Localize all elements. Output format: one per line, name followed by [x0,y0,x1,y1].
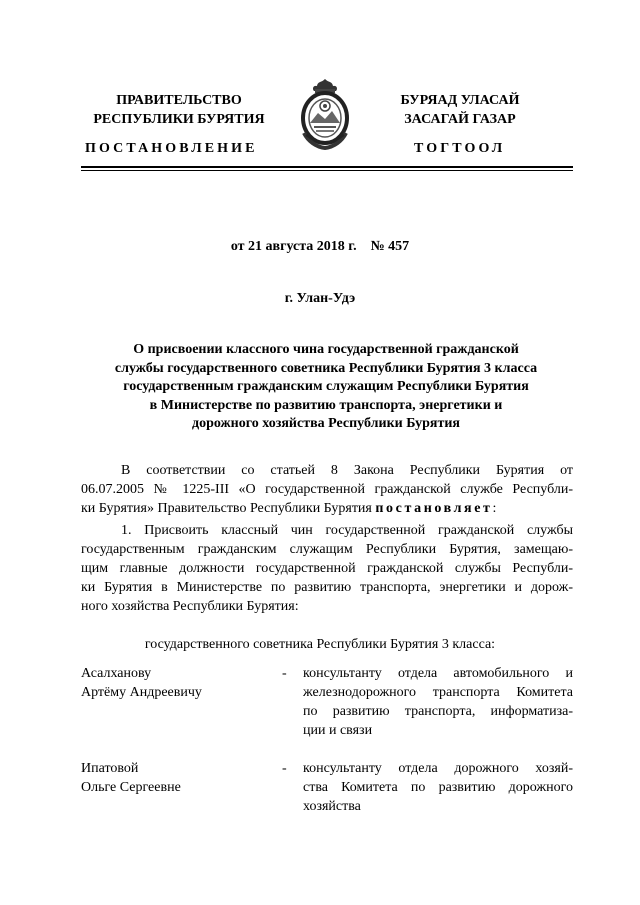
appointee-name [81,664,202,702]
preamble-line3-text: ки Бурятия» Правительство Республики Бурятия [81,501,376,516]
preamble-line3-end: : [492,501,497,516]
item-1-paragraph [81,521,573,616]
header-right-block [385,91,535,129]
appointee-position [303,664,573,740]
rank-heading: государственного советника Республики Бурятия 3 класса: [144,637,496,652]
position-line: железнодорожного транспорта Комитета [303,685,573,700]
appointee-dash: - [282,761,287,776]
position-line: ции и связи [303,723,373,738]
appointee-position [303,759,573,816]
title-line: в Министерстве по развитию транспорта, энергетики и [149,397,503,413]
header-divider-thin [81,170,573,171]
appointee-name [81,759,181,797]
coat-of-arms-emblem-icon [296,77,354,151]
preamble-line [81,499,573,518]
position-line: консультанту отдела автомобильного и [303,666,573,681]
title-line: службы государственного советника Республики Бурятия 3 класса [114,360,538,376]
decree-subject-title [80,341,572,434]
appointee-surname: Асалханову [81,666,152,681]
decree-title-ru: ПОСТАНОВЛЕНИЕ [85,141,258,156]
item-1-line: щим главные должности государственной гражданской службы Республи- [81,561,573,576]
decree-title-bua: ТОГТООЛ [414,141,506,156]
decree-date: от 21 августа 2018 г. [230,239,357,254]
header-divider-thick [81,166,573,168]
header-right-line2: ЗАСАГАЙ ГАЗАР [404,112,516,127]
appointee-dash: - [282,666,287,681]
item-1-line: 1. Присвоить классный чин государственной гражданской службы [121,523,573,538]
decree-number: № 457 [370,239,410,254]
date-number-line [0,239,640,255]
appointee-surname: Ипатовой [81,761,139,776]
title-line: О присвоении классного чина государственной гражданской [133,342,519,357]
header-right-line1: БУРЯАД УЛАСАЙ [400,93,520,108]
position-line: консультанту отдела дорожного хозяй- [303,761,573,776]
appointee-given-names: Ольге Сергеевне [81,780,181,795]
city-line: г. Улан-Удэ [284,291,356,306]
title-line: дорожного хозяйства Республики Бурятия [192,416,460,431]
header-left-line2: РЕСПУБЛИКИ БУРЯТИЯ [93,112,265,127]
header-left-line1: ПРАВИТЕЛЬСТВО [116,93,242,108]
preamble-line: 06.07.2005 № 1225-III «О государственной гражданской службе Республи- [81,482,573,497]
preamble-paragraph [81,461,573,518]
item-1-line: ного хозяйства Республики Бурятия: [81,599,299,614]
appointee-given-names: Артёму Андреевичу [81,685,202,700]
position-line: по развитию транспорта, информатиза- [303,704,573,719]
title-line: государственным гражданским служащим Республики Бурятия [123,379,529,394]
position-line: хозяйства [303,799,361,814]
item-1-line: ки Бурятия в Министерстве по развитию транспорта, энергетики и дорож- [81,580,573,595]
preamble-line: В соответствии со статьей 8 Закона Республики Бурятия от [121,463,573,478]
resolves-word: постановляет [375,501,493,516]
position-line: ства Комитета по развитию дорожного [303,780,573,795]
header-left-block [84,91,274,129]
item-1-line: государственным гражданским служащим Республики Бурятия, замещаю- [81,542,573,557]
